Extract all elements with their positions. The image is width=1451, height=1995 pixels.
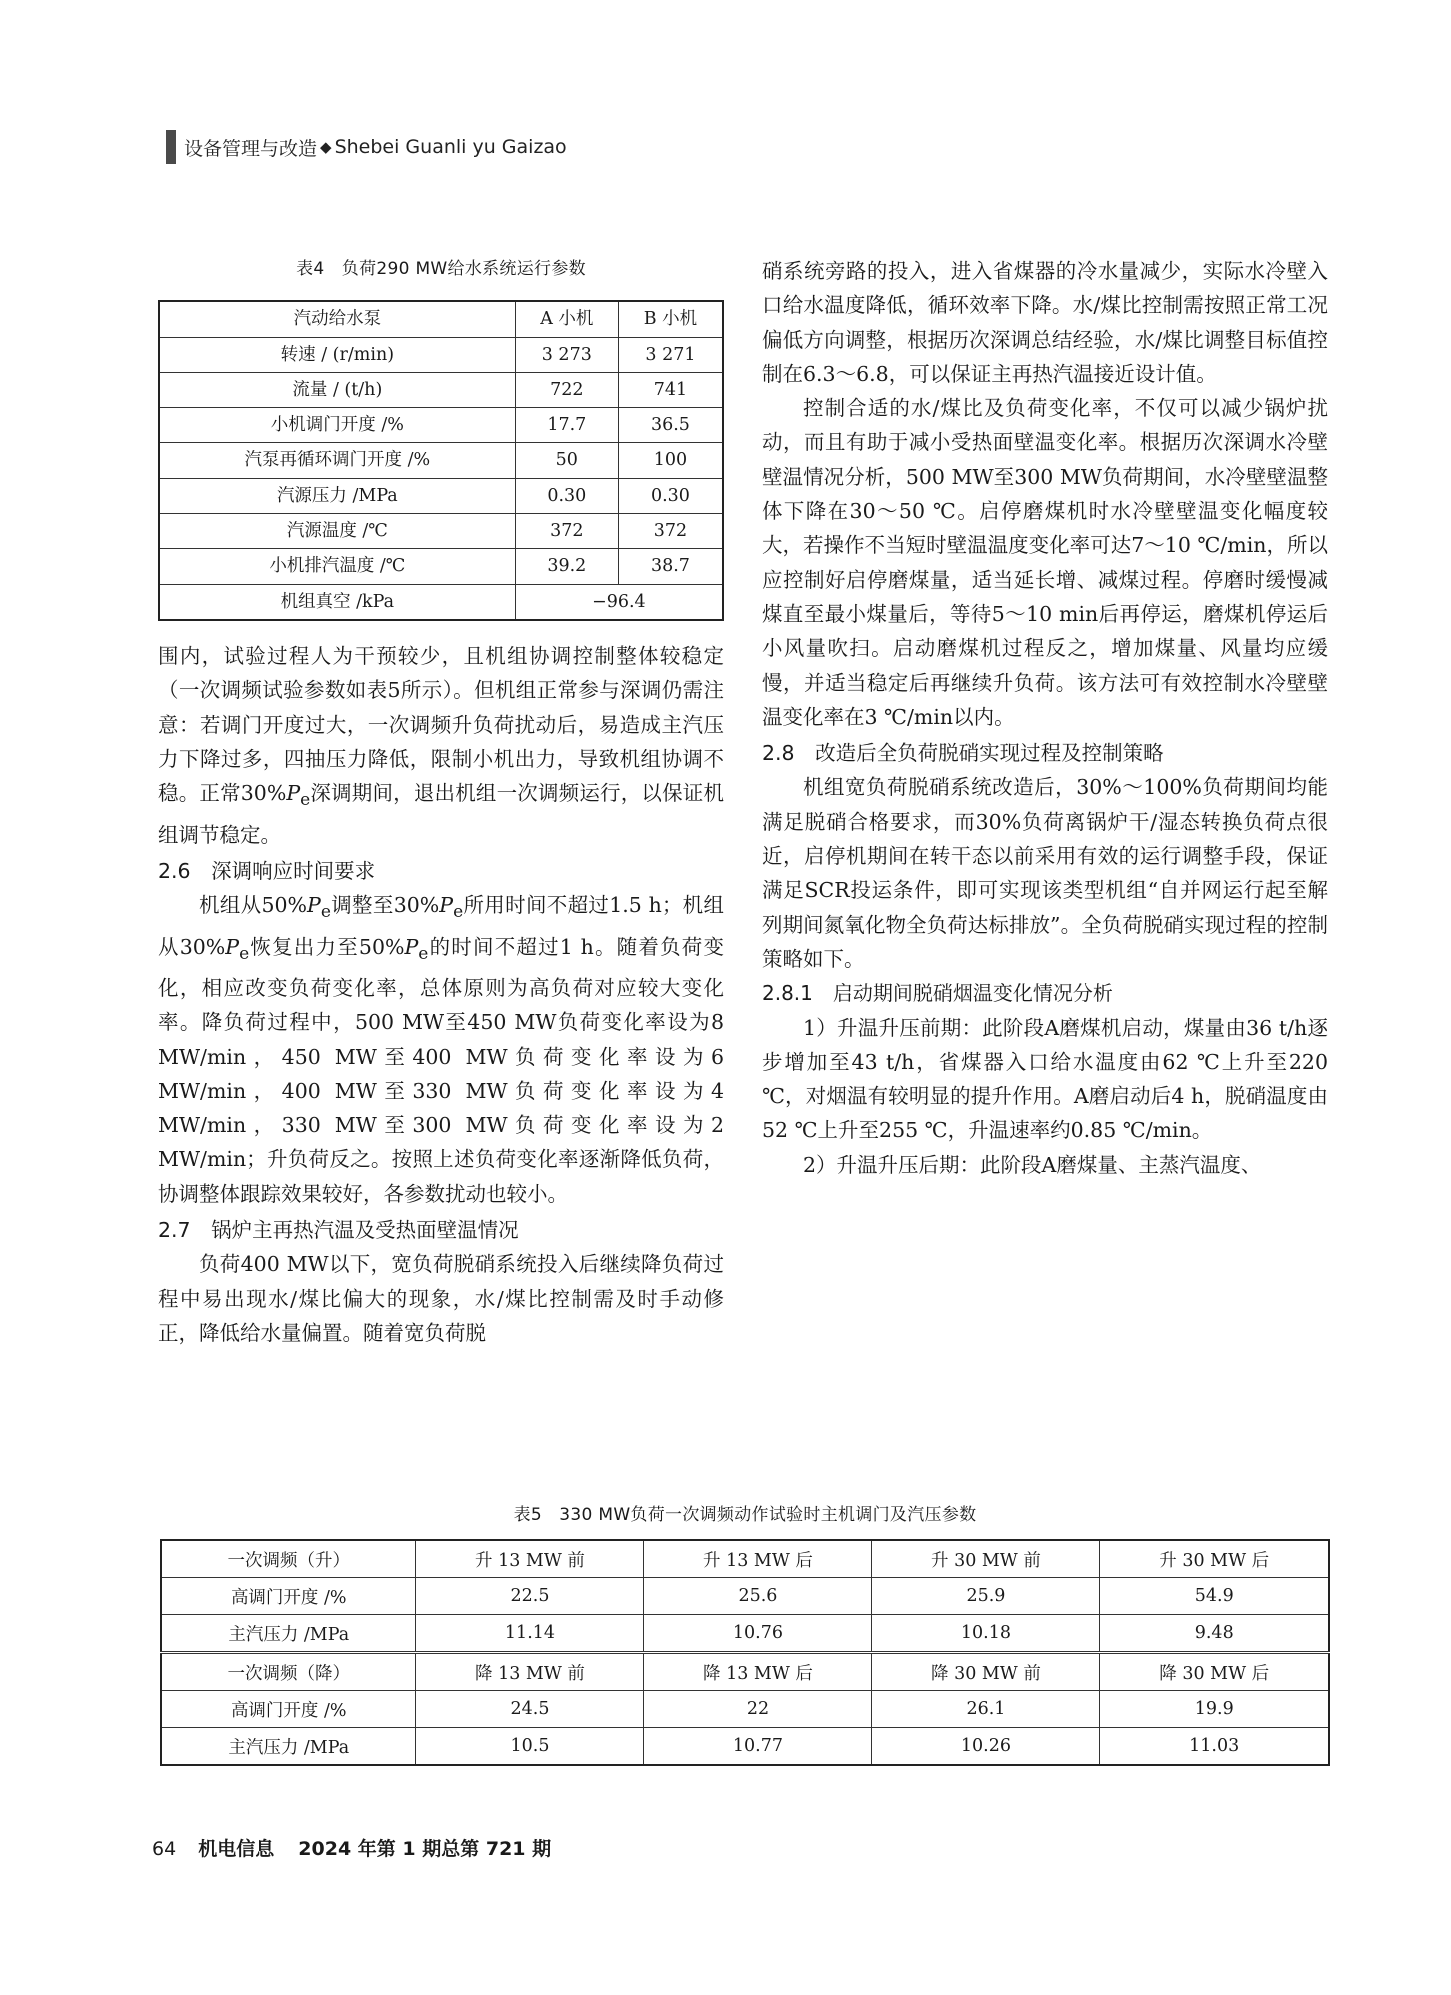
left-column xyxy=(158,252,724,1350)
table-cell: 机组真空 /kPa xyxy=(159,584,515,620)
header-bar xyxy=(166,130,176,164)
table-cell: 24.5 xyxy=(416,1691,644,1728)
table-cell: 3 273 xyxy=(515,337,618,372)
table-cell: 小机排汽温度 /℃ xyxy=(159,549,515,584)
table-cell: 54.9 xyxy=(1100,1578,1329,1615)
table-cell: 25.9 xyxy=(872,1578,1100,1615)
text-run: 机组从50% xyxy=(199,893,308,918)
table-row xyxy=(159,337,723,372)
table-row xyxy=(159,372,723,407)
subsection-heading: 2.8.1 启动期间脱硝烟温变化情况分析 xyxy=(762,981,1113,1006)
page-number: 64 xyxy=(152,1838,177,1860)
journal-name: 机电信息 xyxy=(198,1838,275,1860)
header-title-cn: 设备管理与改造 xyxy=(184,137,318,160)
table-cell: 一次调频（降） xyxy=(161,1653,416,1691)
table-cell: 汽动给水泵 xyxy=(159,301,515,337)
paragraph: 1）升温升压前期：此阶段A磨煤机启动，煤量由36 t/h逐步增加至43 t/h，省煤器入口给水温度由62 ℃上升至220 ℃，对烟温有较明显的提升作用。A磨启动后4 h，脱硝温度由52 ℃上升至255 ℃，升温速率约0.85 ℃/min。 xyxy=(762,1015,1328,1143)
table-row xyxy=(159,549,723,584)
table-cell: 升 30 MW 后 xyxy=(1100,1540,1329,1578)
table-cell: 36.5 xyxy=(618,408,723,443)
table4-caption: 表4 负荷290 MW给水系统运行参数 xyxy=(296,259,586,279)
right-column xyxy=(762,254,1328,1182)
table-cell: B 小机 xyxy=(618,301,723,337)
table-row xyxy=(161,1691,1329,1728)
table5-caption: 表5 330 MW负荷一次调频动作试验时主机调门及汽压参数 xyxy=(513,1505,977,1525)
table-cell: 高调门开度 /% xyxy=(161,1578,416,1615)
subscript: e xyxy=(320,902,331,923)
table-cell: 17.7 xyxy=(515,408,618,443)
table-cell: 10.77 xyxy=(644,1728,872,1766)
paragraph: 负荷400 MW以下，宽负荷脱硝系统投入后继续降负荷过程中易出现水/煤比偏大的现象，水/煤比控制需及时手动修正，降低给水量偏置。随着宽负荷脱 xyxy=(158,1252,724,1345)
table-cell: 升 30 MW 前 xyxy=(872,1540,1100,1578)
table-cell: 100 xyxy=(618,443,723,478)
table-cell: 主汽压力 /MPa xyxy=(161,1728,416,1766)
table-cell: 一次调频（升） xyxy=(161,1540,416,1578)
page-footer xyxy=(152,1834,551,1861)
table-cell: 39.2 xyxy=(515,549,618,584)
table-cell: 22 xyxy=(644,1691,872,1728)
table-row xyxy=(159,478,723,513)
table-cell: 降 30 MW 后 xyxy=(1100,1653,1329,1691)
paragraph: 控制合适的水/煤比及负荷变化率，不仅可以减少锅炉扰动，而且有助于减小受热面壁温变化率。根据历次深调水冷壁壁温情况分析，500 MW至300 MW负荷期间，水冷壁壁温整体下降在30～50 ℃。启停磨煤机时水冷壁壁温变化幅度较大，若操作不当短时壁温温度变化率可达7～10 ℃/min，所以应控制好启停磨煤量，适当延长增、减煤过程。停磨时缓慢减煤直至最小煤量后，等待5～10 min后再停运，磨煤机停运后小风量吹扫。启动磨煤机过程反之，增加煤量、风量均应缓慢，并适当稳定后再继续升负荷。该方法可有效控制水冷壁壁温变化率在3 ℃/min以内。 xyxy=(762,396,1328,729)
table-cell: 转速 / (r/min) xyxy=(159,337,515,372)
table-cell: 10.76 xyxy=(644,1615,872,1653)
subscript: e xyxy=(300,790,311,811)
table-cell: 38.7 xyxy=(618,549,723,584)
table5 xyxy=(160,1539,1330,1766)
symbol: P xyxy=(307,893,321,918)
table-cell: 汽源温度 /℃ xyxy=(159,514,515,549)
table-cell: 11.14 xyxy=(416,1615,644,1653)
text-run: 围内，试验过程人为干预较少，且机组协调控制整体较稳定（一次调频试验参数如表5所示）。但机组正常参与深调仍需注意：若调门开度过大，一次调频升负荷扰动后，易造成主汽压力下降过多，四抽压力降低，限制小机出力，导致机组协调不稳。正常30% xyxy=(158,643,724,806)
running-header xyxy=(166,130,567,164)
table-cell: 10.18 xyxy=(872,1615,1100,1653)
subscript: e xyxy=(418,943,429,964)
table-cell: 降 13 MW 前 xyxy=(416,1653,644,1691)
diamond-icon: ◆ xyxy=(320,138,332,156)
subscript: e xyxy=(239,943,250,964)
paragraph: 2）升温升压后期：此阶段A磨煤量、主蒸汽温度、 xyxy=(803,1152,1262,1177)
table-cell: 降 13 MW 后 xyxy=(644,1653,872,1691)
symbol: P xyxy=(286,781,301,806)
section-heading: 2.6 深调响应时间要求 xyxy=(158,858,376,883)
table-row xyxy=(159,514,723,549)
table-row xyxy=(161,1578,1329,1615)
table-cell: 流量 / (t/h) xyxy=(159,372,515,407)
table-cell: 高调门开度 /% xyxy=(161,1691,416,1728)
table-cell: 25.6 xyxy=(644,1578,872,1615)
table-row xyxy=(161,1615,1329,1653)
table-cell: 主汽压力 /MPa xyxy=(161,1615,416,1653)
symbol: P xyxy=(439,893,454,918)
table-cell: 26.1 xyxy=(872,1691,1100,1728)
table-row xyxy=(159,584,723,620)
table-cell: 0.30 xyxy=(515,478,618,513)
table-cell: 0.30 xyxy=(618,478,723,513)
table-row xyxy=(161,1728,1329,1766)
table-cell: 50 xyxy=(515,443,618,478)
paragraph xyxy=(158,639,724,852)
table-cell: 11.03 xyxy=(1100,1728,1329,1766)
table-cell: 3 271 xyxy=(618,337,723,372)
paragraph: 硝系统旁路的投入，进入省煤器的冷水量减少，实际水冷壁入口给水温度降低，循环效率下降。水/煤比控制需按照正常工况偏低方向调整，根据历次深调总结经验，水/煤比调整目标值控制在6.3～6.8，可以保证主再热汽温接近设计值。 xyxy=(762,259,1328,386)
section-heading: 2.8 改造后全负荷脱硝实现过程及控制策略 xyxy=(762,741,1164,766)
header-title-en: Shebei Guanli yu Gaizao xyxy=(334,136,567,158)
table-cell: A 小机 xyxy=(515,301,618,337)
text-run: 的时间不超过1 h。随着负荷变化，相应改变负荷变化率，总体原则为高负荷对应较大变化率。降负荷过程中，500 MW至450 MW负荷变化率设为8 MW/min，450 MW至400 MW负荷变化率设为6 MW/min，400 MW至330 MW负荷变化率设为4 MW/min，330 MW至300 MW负荷变化率设为2 MW/min；升负荷反之。按照上述负荷变化率逐渐降低负荷，协调整体跟踪效果较好，各参数扰动也较小。 xyxy=(158,934,724,1206)
table-cell: 741 xyxy=(618,372,723,407)
text-run: 恢复出力至50% xyxy=(249,934,405,959)
paragraph xyxy=(158,888,724,1211)
table4 xyxy=(158,300,724,621)
symbol: P xyxy=(225,934,240,959)
table-cell: 22.5 xyxy=(416,1578,644,1615)
table-cell: 小机调门开度 /% xyxy=(159,408,515,443)
table-cell: 汽源压力 /MPa xyxy=(159,478,515,513)
table-row xyxy=(159,408,723,443)
table-row xyxy=(161,1540,1329,1578)
table-cell: 升 13 MW 前 xyxy=(416,1540,644,1578)
text-run: 深调期间，退出机组一次调频运行，以保证机组调节稳定。 xyxy=(158,781,724,847)
table-row xyxy=(159,301,723,337)
table-cell: −96.4 xyxy=(515,584,723,620)
table-cell: 汽泵再循环调门开度 /% xyxy=(159,443,515,478)
symbol: P xyxy=(404,934,419,959)
table-cell: 10.5 xyxy=(416,1728,644,1766)
section-heading: 2.7 锅炉主再热汽温及受热面壁温情况 xyxy=(158,1218,519,1242)
table-cell: 19.9 xyxy=(1100,1691,1329,1728)
table-cell: 9.48 xyxy=(1100,1615,1329,1653)
table-row xyxy=(159,443,723,478)
table-cell: 降 30 MW 前 xyxy=(872,1653,1100,1691)
table-cell: 722 xyxy=(515,372,618,407)
table5-block xyxy=(160,1500,1330,1766)
table-cell: 372 xyxy=(618,514,723,549)
text-run: 所用时间不超过1.5 h；机组从30% xyxy=(158,893,724,959)
text-run: 调整至30% xyxy=(330,893,440,918)
issue-info: 2024 年第 1 期总第 721 期 xyxy=(298,1838,552,1860)
subscript: e xyxy=(453,902,464,923)
table-cell: 升 13 MW 后 xyxy=(644,1540,872,1578)
table-cell: 10.26 xyxy=(872,1728,1100,1766)
table-row xyxy=(161,1653,1329,1691)
table-cell: 372 xyxy=(515,514,618,549)
paragraph: 机组宽负荷脱硝系统改造后，30%～100%负荷期间均能满足脱硝合格要求，而30%负荷离锅炉干/湿态转换负荷点很近，启停机期间在转干态以前采用有效的运行调整手段，保证满足SCR投运条件，即可实现该类型机组“自并网运行起至解列期间氮氧化物全负荷达标排放”。全负荷脱硝实现过程的控制策略如下。 xyxy=(762,775,1328,971)
